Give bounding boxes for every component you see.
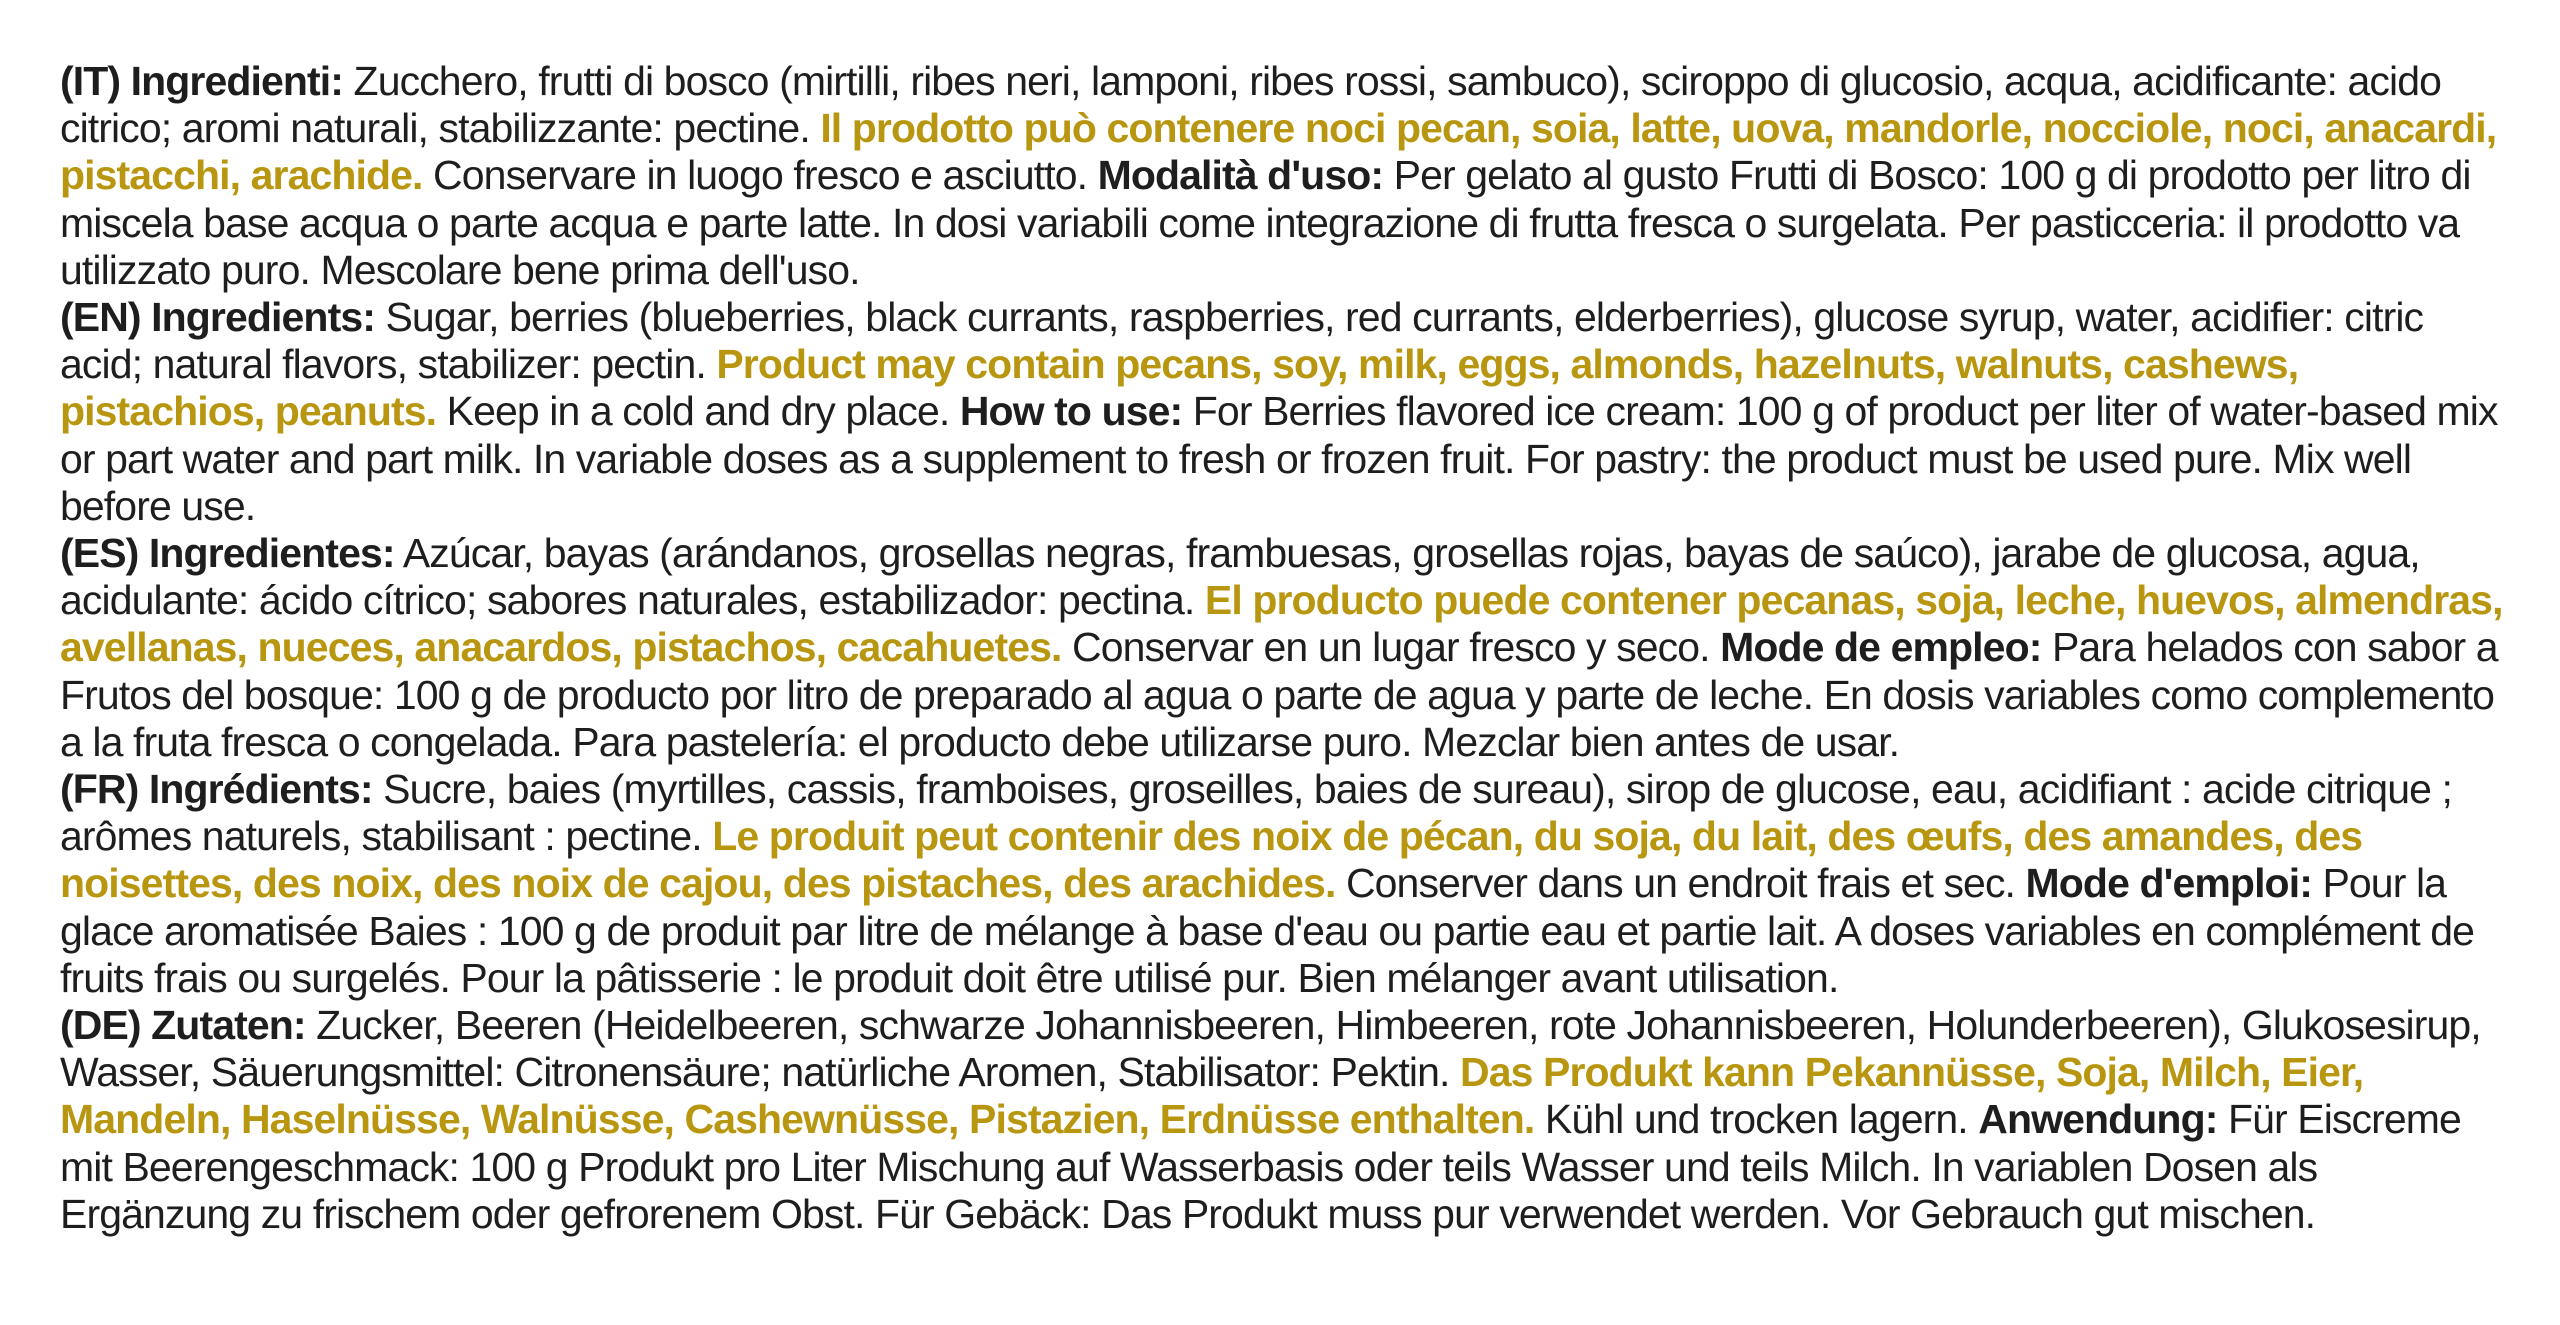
- storage-text: Conserver dans un endroit frais et sec.: [1335, 860, 2026, 907]
- usage-text: For Berries flavored ice cream: 100 g of product per liter of water-based mix or part water and part milk. In variable doses as a supplement to fresh or frozen fruit. For pastry: the product must be used pure. Mix well before use.: [60, 388, 2498, 529]
- section-heading: (DE) Zutaten:: [60, 1002, 306, 1049]
- section-es: [60, 530, 2510, 766]
- allergen-warning: Il prodotto può contenere noci pecan, soia, latte, uova, mandorle, nocciole, noci, anacardi, pistacchi, arachide.: [60, 105, 2497, 199]
- section-heading: (FR) Ingrédients:: [60, 766, 373, 813]
- usage-heading: Anwendung:: [1978, 1096, 2218, 1143]
- allergen-warning: Das Produkt kann Pekannüsse, Soja, Milch, Eier, Mandeln, Haselnüsse, Walnüsse, Cashewnüsse, Pistazien, Erdnüsse enthalten.: [60, 1049, 2364, 1143]
- allergen-warning: Product may contain pecans, soy, milk, eggs, almonds, hazelnuts, walnuts, cashews, pistachios, peanuts.: [60, 341, 2299, 435]
- usage-heading: Modalità d'uso:: [1097, 152, 1384, 199]
- ingredients-text: Zucchero, frutti di bosco (mirtilli, ribes neri, lamponi, ribes rossi, sambuco), sciroppo di glucosio, acqua, acidificante: acido citrico; aromi naturali, stabilizzante: pectine.: [60, 58, 2442, 152]
- usage-text: Für Eiscreme mit Beerengeschmack: 100 g Produkt pro Liter Mischung auf Wasserbasis oder teils Wasser und teils Milch. In variablen Dosen als Ergänzung zu frischem oder gefrorenem Obst. Für Gebäck: Das Produkt muss pur verwendet werden. Vor Gebrauch gut mischen.: [60, 1096, 2461, 1237]
- usage-heading: Mode d'emploi:: [2025, 860, 2312, 907]
- ingredients-text: Zucker, Beeren (Heidelbeeren, schwarze Johannisbeeren, Himbeeren, rote Johannisbeeren, Holunderbeeren), Glukosesirup, Wasser, Säuerungsmittel: Citronensäure; natürliche Aromen, Stabilisator: Pektin.: [60, 1002, 2481, 1096]
- usage-heading: How to use:: [959, 388, 1183, 435]
- ingredients-text: Sucre, baies (myrtilles, cassis, framboises, groseilles, baies de sureau), sirop de glucose, eau, acidifiant : acide citrique ; arômes naturels, stabilisant : pectine.: [60, 766, 2452, 860]
- usage-text: Per gelato al gusto Frutti di Bosco: 100 g di prodotto per litro di miscela base acqua o parte acqua e parte latte. In dosi variabili come integrazione di frutta fresca o surgelata. Per pasticceria: il prodotto va utilizzato puro. Mescolare bene prima dell'uso.: [60, 152, 2471, 293]
- section-en: [60, 294, 2510, 530]
- section-fr: [60, 766, 2510, 1002]
- usage-text: Para helados con sabor a Frutos del bosque: 100 g de producto por litro de preparado al agua o parte de agua y parte de leche. En dosis variables como complemento a la fruta fresca o congelada. Para pastelería: el producto debe utilizarse puro. Mezclar bien antes de usar.: [60, 624, 2498, 765]
- section-de: [60, 1002, 2510, 1238]
- allergen-warning: El producto puede contener pecanas, soja, leche, huevos, almendras, avellanas, nueces, anacardos, pistachos, cacahuetes.: [60, 577, 2503, 671]
- section-heading: (EN) Ingredients:: [60, 294, 375, 341]
- storage-text: Conservar en un lugar fresco y seco.: [1061, 624, 1721, 671]
- storage-text: Kühl und trocken lagern.: [1534, 1096, 1979, 1143]
- section-it: [60, 58, 2510, 294]
- section-heading: (ES) Ingredientes:: [60, 530, 395, 577]
- ingredients-text: Sugar, berries (blueberries, black currants, raspberries, red currants, elderberries), glucose syrup, water, acidifier: citric acid; natural flavors, stabilizer: pectin.: [60, 294, 2424, 388]
- storage-text: Keep in a cold and dry place.: [436, 388, 960, 435]
- ingredients-text: Azúcar, bayas (arándanos, grosellas negras, frambuesas, grosellas rojas, bayas de saúco), jarabe de glucosa, agua, acidulante: ácido cítrico; sabores naturales, estabilizador: pectina.: [60, 530, 2420, 624]
- usage-text: Pour la glace aromatisée Baies : 100 g de produit par litre de mélange à base d'eau ou partie eau et partie lait. A doses variables en complément de fruits frais ou surgelés. Pour la pâtisserie : le produit doit être utilisé pur. Bien mélanger avant utilisation.: [60, 860, 2475, 1001]
- usage-heading: Mode de empleo:: [1720, 624, 2042, 671]
- ingredient-label: [60, 58, 2510, 1238]
- storage-text: Conservare in luogo fresco e asciutto.: [422, 152, 1098, 199]
- allergen-warning: Le produit peut contenir des noix de pécan, du soja, du lait, des œufs, des amandes, des noisettes, des noix, des noix de cajou, des pistaches, des arachides.: [60, 813, 2363, 907]
- section-heading: (IT) Ingredienti:: [60, 58, 344, 104]
